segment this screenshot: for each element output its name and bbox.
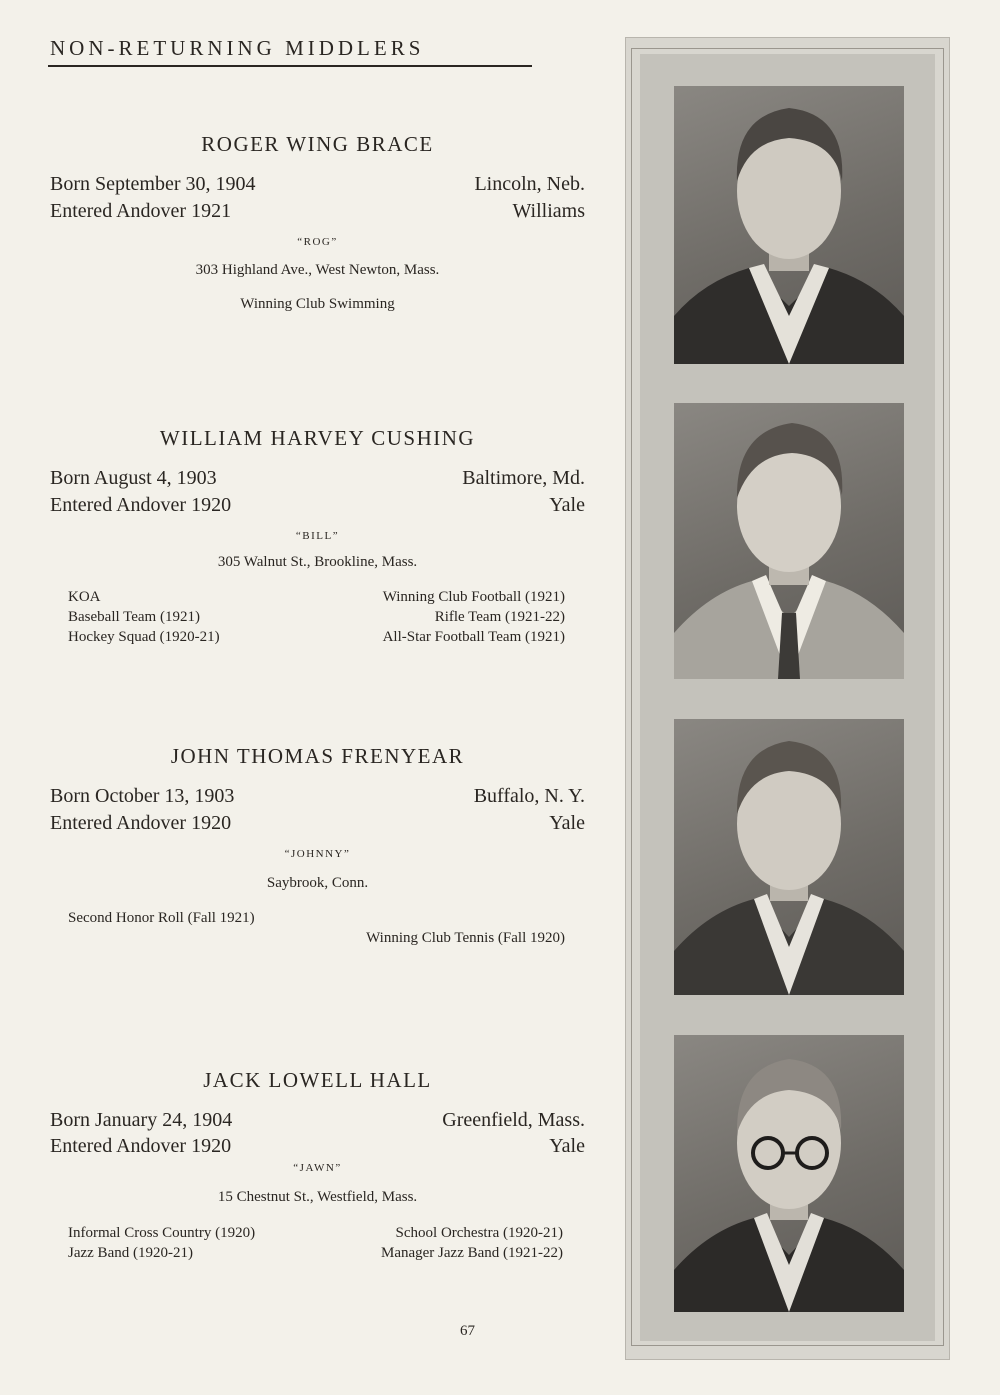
hometown: Baltimore, Md.	[462, 467, 585, 489]
nickname: “JAWN”	[293, 1162, 342, 1174]
student-name: JOHN THOMAS FRENYEAR	[170, 744, 465, 768]
nickname: “ROG”	[297, 236, 338, 248]
birth-date: Born January 24, 1904	[50, 1109, 233, 1131]
activity-item: Hockey Squad (1920-21)	[68, 629, 220, 645]
hometown: Greenfield, Mass.	[442, 1109, 585, 1131]
student-entry	[50, 744, 585, 984]
student-name: WILLIAM HARVEY CUSHING	[159, 426, 476, 450]
college: Williams	[512, 200, 585, 222]
nickname: “JOHNNY”	[284, 848, 351, 860]
address: 15 Chestnut St., Westfield, Mass.	[217, 1189, 418, 1205]
student-name: JACK LOWELL HALL	[203, 1068, 432, 1092]
header-rule	[48, 65, 532, 67]
entered-year: Entered Andover 1920	[50, 812, 232, 834]
hometown: Buffalo, N. Y.	[473, 785, 585, 807]
nickname: “BILL”	[295, 530, 340, 542]
page-number: 67	[460, 1323, 475, 1339]
college: Yale	[549, 494, 585, 516]
entered-year: Entered Andover 1920	[50, 1135, 232, 1157]
college: Yale	[549, 1135, 585, 1157]
activity-item: All-Star Football Team (1921)	[382, 629, 565, 645]
hometown: Lincoln, Neb.	[474, 173, 585, 195]
address: 305 Walnut St., Brookline, Mass.	[217, 554, 418, 570]
activity-item: Jazz Band (1920-21)	[68, 1245, 193, 1261]
student-name: ROGER WING BRACE	[201, 132, 434, 156]
activity-item: Baseball Team (1921)	[68, 609, 200, 625]
birth-date: Born October 13, 1903	[50, 785, 235, 807]
address: Saybrook, Conn.	[266, 875, 369, 891]
activity-item: School Orchestra (1920-21)	[395, 1225, 563, 1241]
portrait-photo	[674, 719, 904, 995]
activity-item: KOA	[68, 589, 101, 605]
activity-item: Winning Club Swimming	[240, 296, 395, 312]
entered-year: Entered Andover 1921	[50, 200, 232, 222]
activity-item: Manager Jazz Band (1921-22)	[380, 1245, 563, 1261]
activity-item: Second Honor Roll (Fall 1921)	[68, 910, 255, 926]
portrait-photo	[674, 1035, 904, 1312]
entered-year: Entered Andover 1920	[50, 494, 232, 516]
student-entry	[50, 132, 585, 372]
page-title: NON-RETURNING MIDDLERS	[50, 36, 425, 60]
address: 303 Highland Ave., West Newton, Mass.	[195, 262, 440, 278]
birth-date: Born August 4, 1903	[50, 467, 217, 489]
student-entry	[50, 1068, 585, 1308]
portrait-photo	[674, 403, 904, 679]
portrait-photo	[674, 86, 904, 364]
college: Yale	[549, 812, 585, 834]
activity-item: Informal Cross Country (1920)	[68, 1225, 256, 1241]
activity-item: Winning Club Football (1921)	[382, 589, 565, 605]
activity-item: Winning Club Tennis (Fall 1920)	[366, 930, 565, 946]
student-entry	[50, 426, 585, 666]
birth-date: Born September 30, 1904	[50, 173, 256, 195]
activity-item: Rifle Team (1921-22)	[434, 609, 565, 625]
